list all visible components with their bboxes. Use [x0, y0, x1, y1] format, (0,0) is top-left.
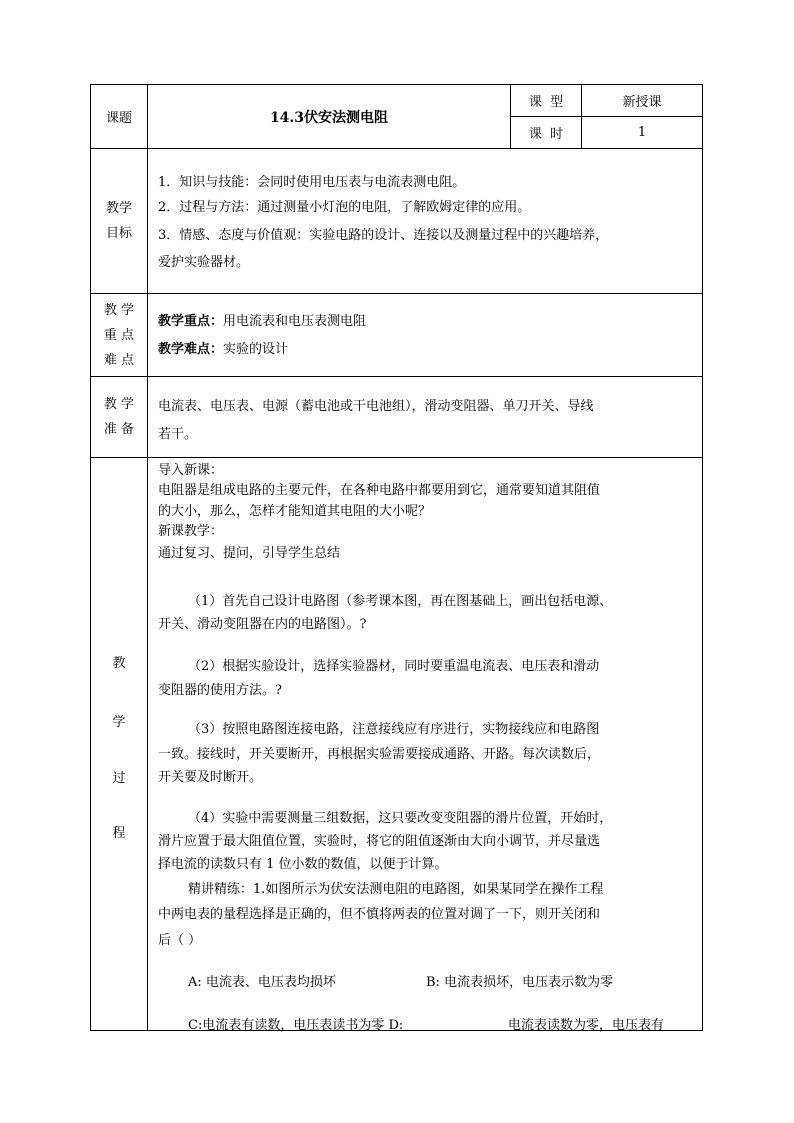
lesson-type-label: 课 型 [528, 95, 564, 110]
difficulty-label: 教学难点： [158, 342, 224, 357]
goal-item: 1．知识与技能：会同时使用电压表与电流表测电阻。 [158, 175, 466, 190]
goal-item: 爱护实验器材。 [158, 255, 250, 270]
option-d: 电流表读数为零，电压表有 [508, 1018, 665, 1033]
keypoints-label-line: 教 学 [103, 302, 135, 318]
option-a: A: 电流表、电压表均损坏 [188, 975, 336, 990]
focus-value: 用电流表和电压表测电阻 [223, 314, 367, 329]
exercise-line: 精讲精练：1.如图所示为伏安法测电阻的电路图，如果某同学在操作工程 [188, 882, 604, 897]
lesson-type-value: 新授课 [622, 95, 662, 110]
exercise-line: 中两电表的量程选择是正确的，但不慎将两表的位置对调了一下，则开关闭和 [158, 907, 601, 922]
lesson-hours-value: 1 [637, 125, 647, 140]
process-label-char: 程 [112, 826, 126, 841]
process-step-line: 开关、滑动变阻器在内的电路图）。? [158, 617, 367, 632]
goals-label-line: 目标 [105, 226, 132, 241]
focus-label: 教学重点： [158, 314, 224, 329]
lesson-hours-label: 课 时 [528, 127, 564, 142]
prep-label-line: 教 学 [103, 397, 135, 412]
option-b: B: 电流表损坏，电压表示数为零 [426, 975, 614, 990]
process-label-char: 学 [112, 715, 126, 730]
process-label-char: 过 [112, 771, 126, 786]
process-step-line: 择电流的读数只有 1 位小数的数值，以便于计算。 [158, 857, 448, 872]
prep-label-line: 准 备 [103, 422, 135, 437]
keypoints-label-line: 重 点 [103, 327, 135, 343]
process-step-line: （1）首先自己设计电路图（参考课本图，再在图基础上，画出包括电源、 [188, 594, 613, 609]
process-step-line: （2）根据实验设计，选择实验器材，同时要重温电流表、电压表和滑动 [188, 659, 600, 674]
prep-label [91, 377, 147, 457]
process-intro-line: 导入新课： [158, 463, 224, 478]
process-intro-line: 新课教学： [158, 524, 224, 539]
topic-label: 课题 [105, 111, 132, 126]
lesson-title: 14.3伏安法测电阻 [269, 109, 389, 126]
process-step-line: 变阻器的使用方法。? [158, 683, 282, 698]
process-intro-line: 电阻器是组成电路的主要元件，在各种电路中都要用到它，通常要知道其阻值 [158, 483, 601, 498]
process-step-line: 一致。接线时，开关要断开，再根据实验需要接成通路、开路。每次读数后， [158, 747, 601, 762]
process-intro-line: 通过复习、提问，引导学生总结 [158, 546, 341, 561]
process-intro-line: 的大小，那么，怎样才能知道其电阻的大小呢？ [158, 504, 432, 519]
exercise-line: 后（ ） [158, 933, 202, 948]
focus-line [158, 308, 366, 335]
goals-label-line: 教学 [105, 201, 132, 216]
difficulty-line [158, 336, 288, 363]
goal-item: 2．过程与方法：通过测量小灯泡的电阻，了解欧姆定律的应用。 [158, 200, 531, 215]
option-c: C:电流表有读数，电压表读书为零 D: [188, 1018, 404, 1033]
keypoints-label-line: 难 点 [103, 352, 135, 368]
process-step-line: （3）按照电路图连接电路，注意接线应有序进行，实物接线应和电路图 [188, 722, 600, 737]
goals-label [91, 149, 147, 293]
keypoints-label [91, 294, 147, 376]
difficulty-value: 实验的设计 [223, 342, 289, 357]
prep-line: 电流表、电压表、电源（蓄电池或干电池组），滑动变阻器、单刀开关、导线 [158, 399, 594, 414]
process-step-line: （4）实验中需要测量三组数据，这只要改变变阻器的滑片位置，开始时， [188, 811, 613, 826]
process-step-line: 开关要及时断开。 [158, 770, 263, 785]
goal-item: 3．情感、态度与价值观：实验电路的设计、连接以及测量过程中的兴趣培养， [158, 228, 609, 243]
prep-line: 若干。 [158, 427, 198, 442]
process-label-char: 教 [112, 656, 126, 671]
process-step-line: 滑片应置于最大阻值位置，实验时，将它的阻值逐渐由大向小调节，并尽量选 [158, 834, 601, 849]
